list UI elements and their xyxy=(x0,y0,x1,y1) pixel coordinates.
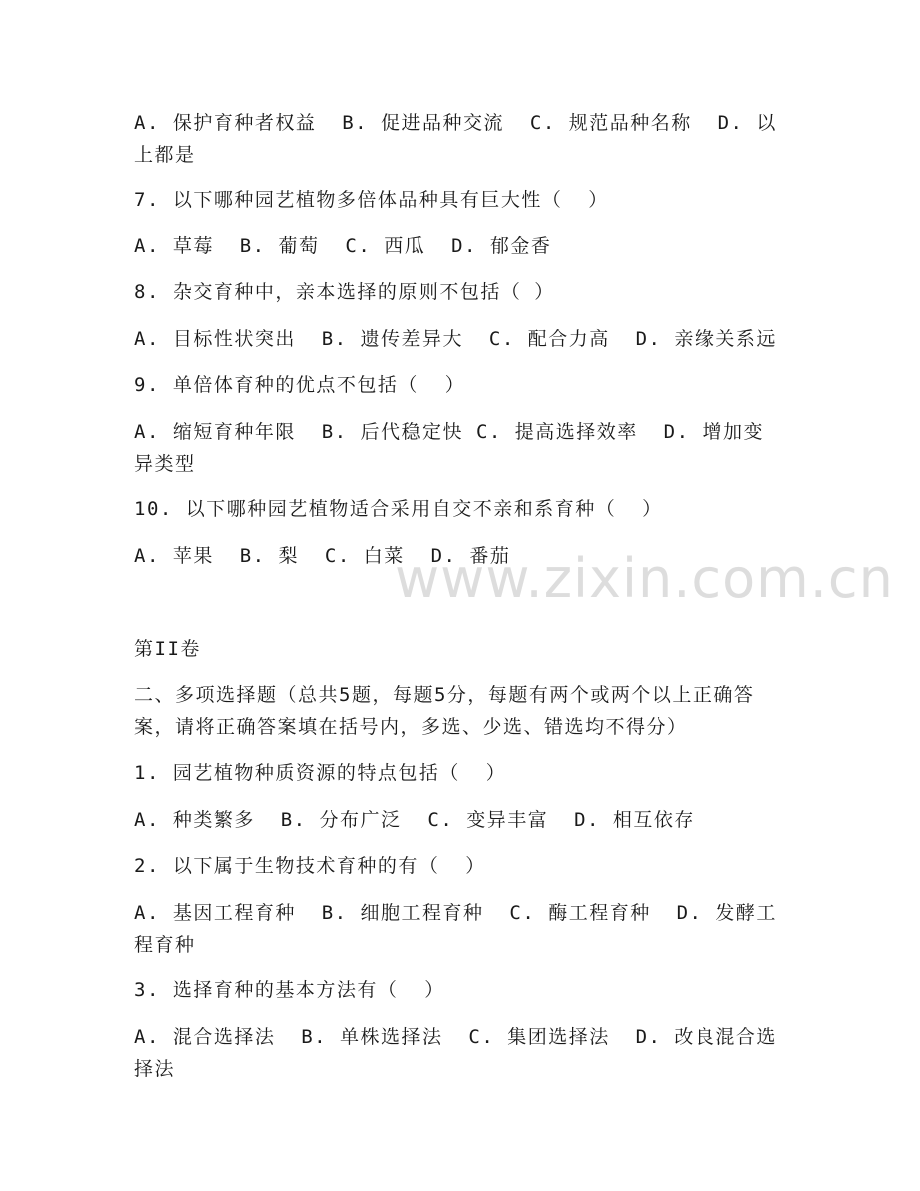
mq3-options: A. 混合选择法 B. 单株选择法 C. 集团选择法 D. 改良混合选择法 xyxy=(134,1026,777,1080)
q10-question: 10. 以下哪种园艺植物适合采用自交不亲和系育种（ ） xyxy=(134,498,663,520)
q7-question: 7. 以下哪种园艺植物多倍体品种具有巨大性（ ） xyxy=(134,189,609,211)
q9-question: 9. 单倍体育种的优点不包括（ ） xyxy=(134,374,466,396)
mq3-question: 3. 选择育种的基本方法有（ ） xyxy=(134,979,445,1001)
mq2-options: A. 基因工程育种 B. 细胞工程育种 C. 酶工程育种 D. 发酵工程育种 xyxy=(134,902,777,956)
q8-question: 8. 杂交育种中，亲本选择的原则不包括（ ） xyxy=(134,281,555,303)
q7-options: A. 草莓 B. 葡萄 C. 西瓜 D. 郁金香 xyxy=(134,235,552,257)
q6-options: A. 保护育种者权益 B. 促进品种交流 C. 规范品种名称 D. 以上都是 xyxy=(134,112,777,166)
q8-options: A. 目标性状突出 B. 遗传差异大 C. 配合力高 D. 亲缘关系远 xyxy=(134,328,777,350)
section-title: 第II卷 xyxy=(134,638,201,660)
mq2-question: 2. 以下属于生物技术育种的有（ ） xyxy=(134,855,486,877)
mq1-question: 1. 园艺植物种质资源的特点包括（ ） xyxy=(134,762,507,784)
section-instructions: 二、多项选择题（总共5题，每题5分，每题有两个或两个以上正确答案，请将正确答案填在括号内，多选、少选、错选均不得分） xyxy=(134,684,755,738)
watermark: www.zixin.com.cn xyxy=(395,547,894,610)
mq1-options: A. 种类繁多 B. 分布广泛 C. 变异丰富 D. 相互依存 xyxy=(134,809,695,831)
q9-options: A. 缩短育种年限 B. 后代稳定快 C. 提高选择效率 D. 增加变异类型 xyxy=(134,421,764,475)
q10-options: A. 苹果 B. 梨 C. 白菜 D. 番茄 xyxy=(134,545,511,567)
